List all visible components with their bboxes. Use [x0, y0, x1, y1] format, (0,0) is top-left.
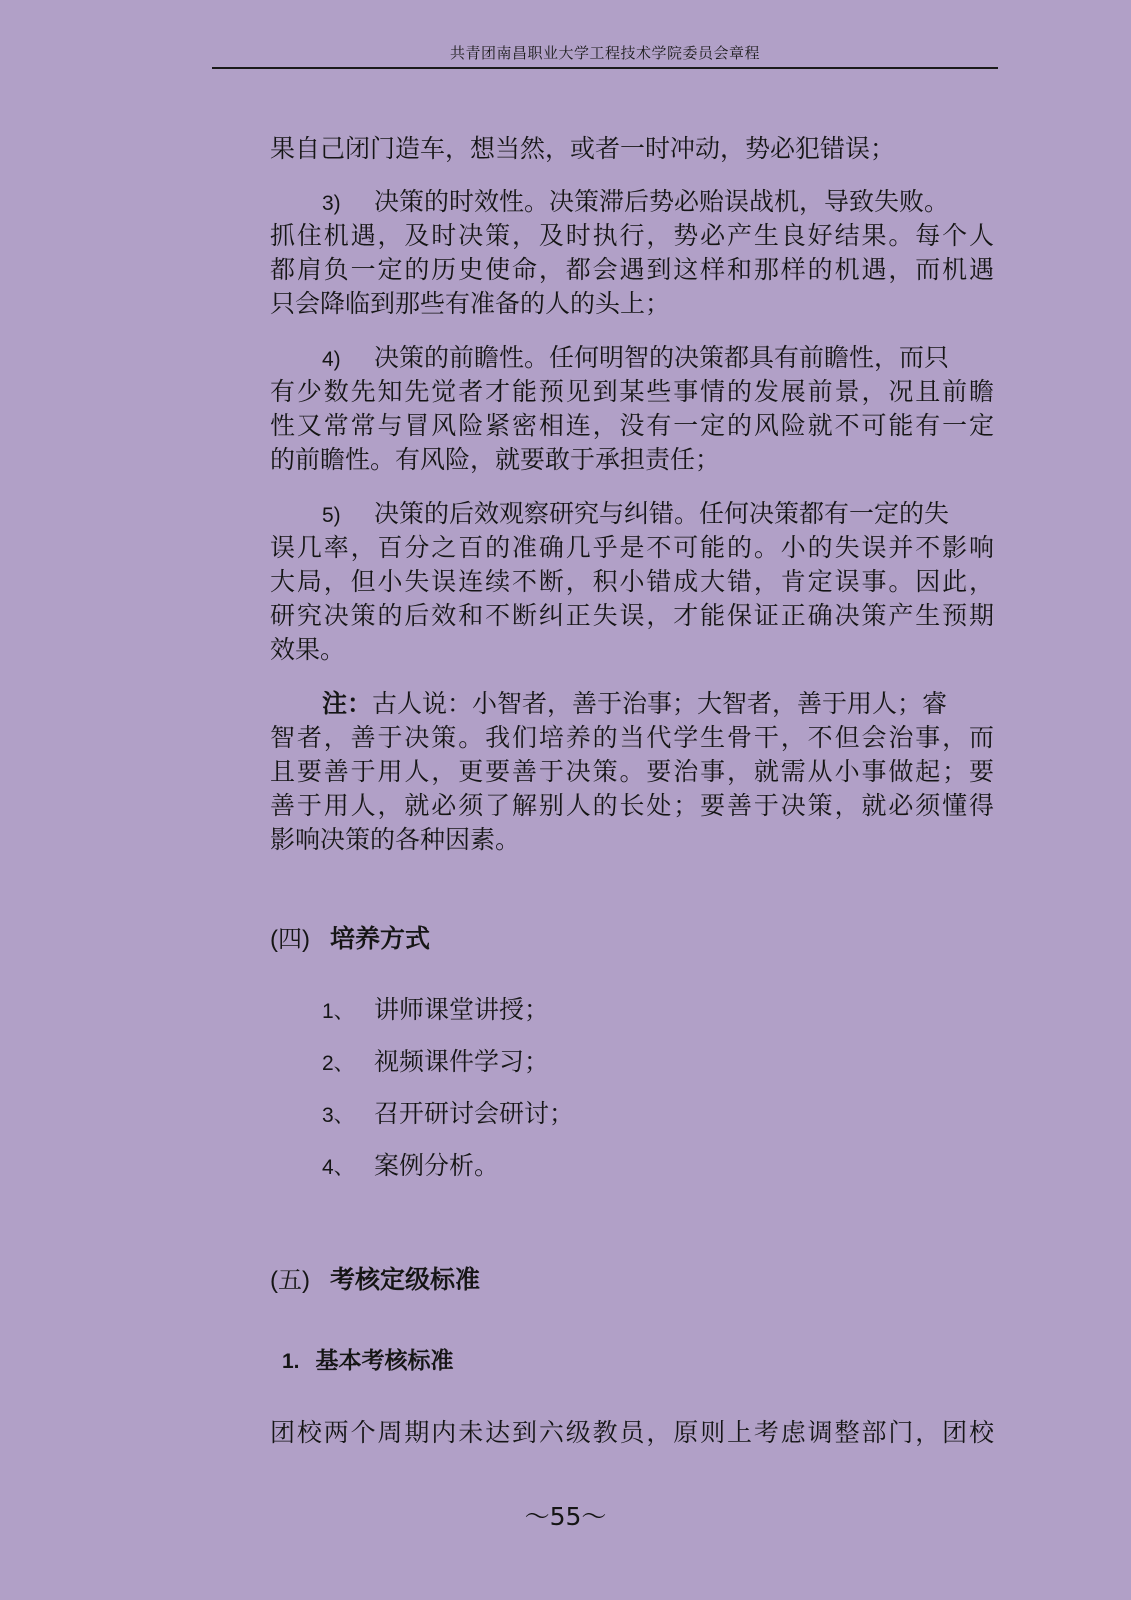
list-item-4 — [322, 341, 949, 377]
page-header-title: 共青团南昌职业大学工程技术学院委员会章程 — [449, 44, 760, 62]
list-item-5 — [322, 497, 949, 533]
body-line: 大局，但小失误连续不断，积小错成大错，肯定误事。因此， — [270, 567, 994, 596]
body-line: 抓住机遇，及时决策，及时执行，势必产生良好结果。每个人 — [270, 221, 994, 250]
body-line: 效果。 — [270, 635, 346, 664]
note-label: 注： — [322, 689, 373, 718]
body-line: 性又常常与冒风险紧密相连，没有一定的风险就不可能有一定 — [270, 411, 994, 440]
page-number: ～55～ — [524, 1502, 607, 1531]
item-number: 5) — [322, 504, 341, 527]
section-number: (四) — [270, 926, 310, 953]
body-line: 古人说：小智者，善于治事；大智者，善于用人；睿 — [372, 689, 948, 718]
item-number: 1、 — [322, 1000, 355, 1023]
body-line: 且要善于用人，更要善于决策。要治事，就需从小事做起；要 — [270, 757, 994, 786]
body-line: 团校两个周期内未达到六级教员，原则上考虑调整部门，团校 — [270, 1418, 994, 1447]
sub-heading — [282, 1344, 454, 1379]
section-title: 培养方式 — [329, 924, 430, 953]
body-line: 智者，善于决策。我们培养的当代学生骨干，不但会治事，而 — [270, 723, 994, 752]
sub-heading-title: 基本考核标准 — [315, 1347, 454, 1374]
note-paragraph — [322, 687, 947, 721]
list-item-3 — [322, 185, 949, 221]
body-line: 研究决策的后效和不断纠正失误，才能保证正确决策产生预期 — [270, 601, 994, 630]
list-item-text: 讲师课堂讲授； — [374, 995, 550, 1024]
body-line: 影响决策的各种因素。 — [270, 825, 521, 854]
body-line: 只会降临到那些有准备的人的头上； — [270, 289, 671, 318]
list-item — [322, 993, 549, 1029]
body-line: 决策的前瞻性。任何明智的决策都具有前瞻性，而只 — [374, 343, 950, 372]
body-line: 决策的时效性。决策滞后势必贻误战机，导致失败。 — [374, 187, 950, 216]
body-line: 决策的后效观察研究与纠错。任何决策都有一定的失 — [374, 499, 950, 528]
list-item — [322, 1097, 574, 1133]
section-title: 考核定级标准 — [329, 1265, 480, 1294]
item-number: 4) — [322, 348, 341, 371]
body-line: 的前瞻性。有风险，就要敢于承担责任； — [270, 445, 721, 474]
body-line: 有少数先知先觉者才能预见到某些事情的发展前景，况且前瞻 — [270, 377, 994, 406]
section-heading-4 — [270, 922, 430, 957]
body-line: 都肩负一定的历史使命，都会遇到这样和那样的机遇，而机遇 — [270, 255, 994, 284]
list-item-text: 视频课件学习； — [374, 1047, 550, 1076]
list-item — [322, 1045, 549, 1081]
body-line: 果自己闭门造车，想当然，或者一时冲动，势必犯错误； — [270, 134, 896, 163]
sub-heading-number: 1. — [282, 1350, 300, 1373]
item-number: 3) — [322, 192, 341, 215]
body-line: 善于用人，就必须了解别人的长处；要善于决策，就必须懂得 — [270, 791, 994, 820]
item-number: 4、 — [322, 1156, 355, 1179]
item-number: 3、 — [322, 1104, 355, 1127]
list-item-text: 案例分析。 — [374, 1151, 500, 1180]
header-divider — [212, 67, 998, 69]
body-line: 误几率，百分之百的准确几乎是不可能的。小的失误并不影响 — [270, 533, 994, 562]
section-number: (五) — [270, 1267, 310, 1294]
section-heading-5 — [270, 1263, 480, 1298]
item-number: 2、 — [322, 1052, 355, 1075]
list-item — [322, 1149, 499, 1185]
list-item-text: 召开研讨会研讨； — [374, 1099, 575, 1128]
